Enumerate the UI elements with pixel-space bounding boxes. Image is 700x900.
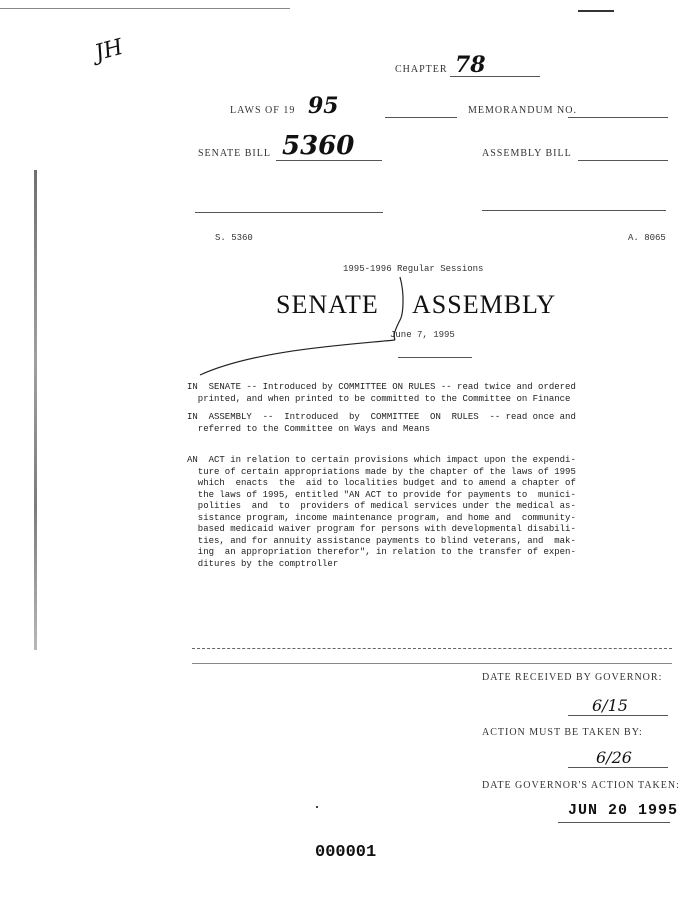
act-line: ture of certain appropriations made by the chapter of the laws of 1995 xyxy=(187,466,576,477)
assembly-intro-text xyxy=(187,412,576,435)
laws-of-label: LAWS OF 19 xyxy=(230,105,296,116)
laws-of-value: 95 xyxy=(308,93,339,119)
senate-intro-line: printed, and when printed to be committed to the Committee on Finance xyxy=(187,393,571,404)
action-must-label: ACTION MUST BE TAKEN BY: xyxy=(482,727,643,738)
governor-action-label: DATE GOVERNOR'S ACTION TAKEN: xyxy=(482,780,680,791)
date-received-label: DATE RECEIVED BY GOVERNOR: xyxy=(482,672,663,683)
governor-action-line xyxy=(558,822,670,823)
handwritten-swoosh xyxy=(195,275,425,385)
act-line: AN ACT in relation to certain provisions which impact upon the expendi- xyxy=(187,455,576,465)
action-must-value: 6/26 xyxy=(596,748,632,767)
title-assembly: ASSEMBLY xyxy=(412,290,557,319)
memorandum-line xyxy=(568,117,668,118)
assembly-bill-label: ASSEMBLY BILL xyxy=(482,148,572,159)
scan-dot xyxy=(316,806,318,808)
separator-left xyxy=(195,212,383,213)
governor-action-stamp: JUN 20 1995 xyxy=(568,802,679,819)
separator-right xyxy=(482,210,666,211)
assembly-intro-line: referred to the Committee on Ways and Means xyxy=(187,423,431,434)
assembly-bill-number: A. 8065 xyxy=(628,233,666,243)
title-senate: SENATE xyxy=(276,290,379,319)
senate-bill-number: S. 5360 xyxy=(215,233,253,243)
senate-bill-value: 5360 xyxy=(282,131,355,161)
bottom-rule-line xyxy=(192,663,672,664)
senate-bill-line xyxy=(276,160,382,161)
act-line: sistance program, income maintenance program, and home and community- xyxy=(187,512,576,523)
act-line: ties, and for annuity assistance payments to blind veterans, and mak- xyxy=(187,535,576,546)
act-line: ing an appropriation therefor", in relation to the transfer of expen- xyxy=(187,547,576,557)
chapter-label: CHAPTER xyxy=(395,64,448,75)
date-text: June 7, 1995 xyxy=(390,330,455,340)
senate-bill-label: SENATE BILL xyxy=(198,148,271,159)
top-scan-mark xyxy=(578,10,614,12)
top-scan-line xyxy=(0,8,290,9)
left-scan-artifact xyxy=(34,170,37,650)
act-line: the laws of 1995, entitled "AN ACT to provide for payments to munici- xyxy=(187,489,576,500)
act-line: polities and to providers of medical services under the medical as- xyxy=(187,501,576,511)
bottom-dash-line xyxy=(192,648,672,649)
act-line: based medicaid waiver program for persons with developmental disabili- xyxy=(187,524,576,534)
act-text xyxy=(187,455,576,570)
act-line: ditures by the comptroller xyxy=(187,558,339,569)
act-line: which enacts the aid to localities budget and to amend a chapter of xyxy=(187,478,576,488)
action-must-line xyxy=(568,767,668,768)
page-number: 000001 xyxy=(315,843,377,862)
session-text: 1995-1996 Regular Sessions xyxy=(343,264,484,274)
date-received-value: 6/15 xyxy=(592,696,628,715)
senate-intro-text xyxy=(187,382,576,405)
date-received-line xyxy=(568,715,668,716)
senate-intro-line: IN SENATE -- Introduced by COMMITTEE ON RULES -- read twice and ordered xyxy=(187,382,576,392)
chapter-value: 78 xyxy=(455,52,486,78)
assembly-intro-line: IN ASSEMBLY -- Introduced by COMMITTEE ON RULES -- read once and xyxy=(187,412,576,422)
handwritten-initials: JH xyxy=(92,34,126,67)
laws-of-line xyxy=(385,117,457,118)
assembly-bill-line xyxy=(578,160,668,161)
memorandum-label: MEMORANDUM NO. xyxy=(468,105,578,116)
chapter-line xyxy=(450,76,540,77)
